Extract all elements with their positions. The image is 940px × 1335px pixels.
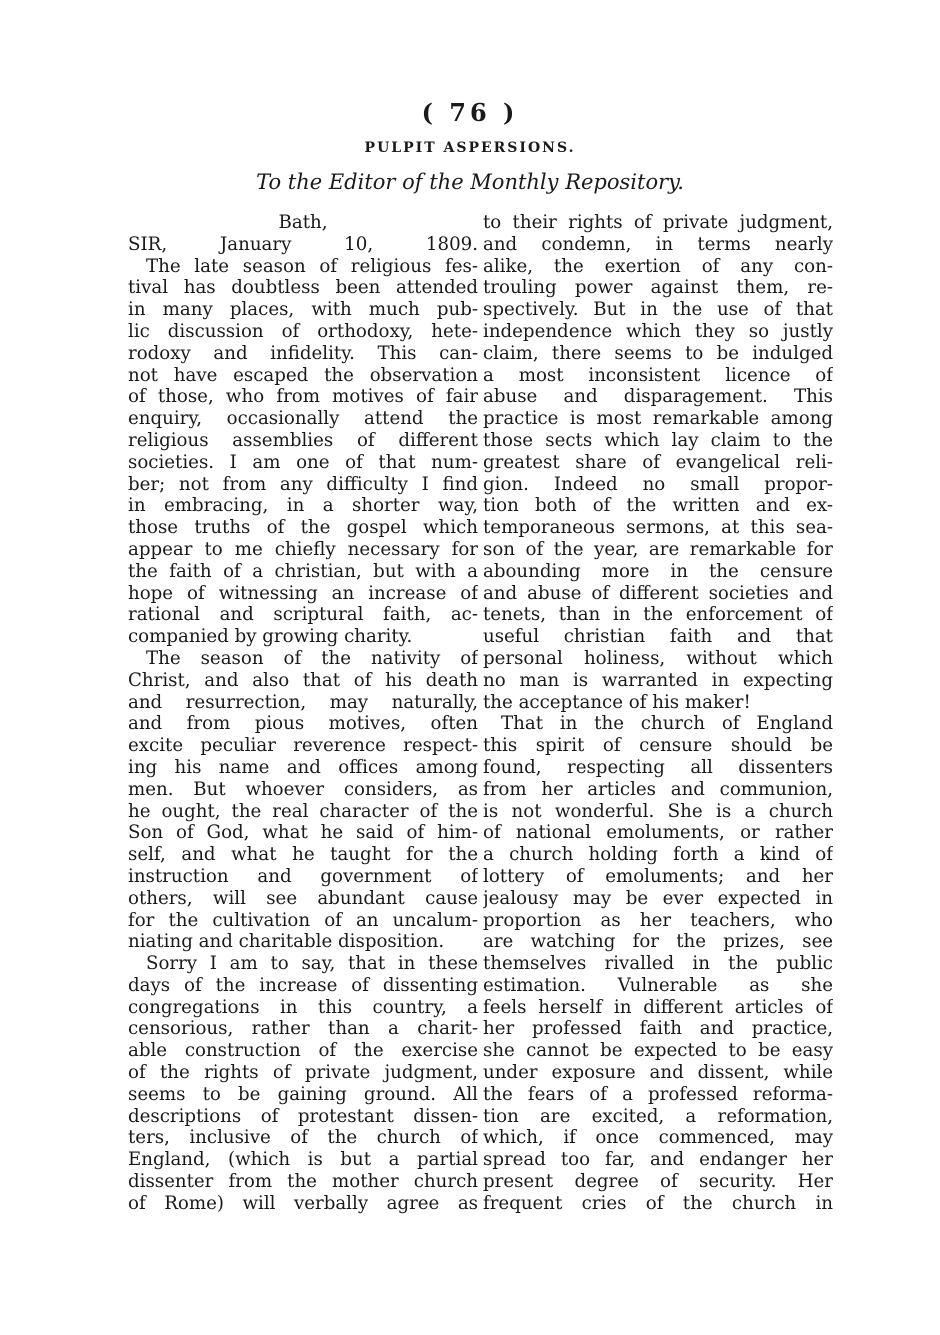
text-line: useful christian faith and that bbox=[483, 626, 833, 648]
text-line: ters, inclusive of the church of bbox=[128, 1127, 478, 1149]
text-line: those sects which lay claim to the bbox=[483, 429, 833, 451]
text-line: independence which they so justly bbox=[483, 320, 833, 342]
right-column-text bbox=[483, 212, 833, 1215]
text-line: to their rights of private judgment, bbox=[483, 212, 833, 233]
text-line: those truths of the gospel which bbox=[128, 517, 478, 539]
text-line: tival has doubtless been attended bbox=[128, 277, 478, 299]
text-line: That in the church of England bbox=[501, 713, 833, 735]
text-line: niating and charitable disposition. bbox=[128, 931, 445, 953]
text-line: and from pious motives, often bbox=[128, 713, 478, 735]
text-line: and condemn, in terms nearly bbox=[483, 233, 833, 255]
letter-salutation: SIR, bbox=[128, 233, 168, 255]
letter-salutation-date-line bbox=[128, 234, 478, 256]
text-line: The season of the nativity of bbox=[146, 647, 478, 669]
running-title: PULPIT ASPERSIONS. bbox=[364, 140, 576, 156]
text-line: instruction and government of bbox=[128, 865, 478, 887]
text-line: a most inconsistent licence of bbox=[483, 364, 833, 386]
text-line: practice is most remarkable among bbox=[483, 408, 833, 430]
text-line: frequent cries of the church in bbox=[483, 1192, 833, 1214]
right-column bbox=[483, 212, 833, 1215]
text-line: the faith of a christian, but with a bbox=[128, 560, 478, 582]
text-line: abounding more in the censure bbox=[483, 560, 833, 582]
text-line: in many places, with much pub- bbox=[128, 299, 478, 321]
text-line: under exposure and dissent, while bbox=[483, 1062, 833, 1084]
text-line: tion are excited, a reformation, bbox=[483, 1105, 833, 1127]
left-column-text bbox=[128, 256, 478, 1215]
text-line: societies. I am one of that num- bbox=[128, 451, 478, 473]
text-line: she cannot be expected to be easy bbox=[483, 1040, 833, 1062]
text-line: he ought, the real character of the bbox=[128, 800, 478, 822]
text-line: Son of God, what he said of him- bbox=[128, 822, 478, 844]
text-line: son of the year, are remarkable for bbox=[483, 538, 833, 560]
text-line: estimation. Vulnerable as she bbox=[483, 974, 833, 996]
letter-place: Bath, bbox=[278, 212, 328, 233]
text-line: religious assemblies of different bbox=[128, 429, 478, 451]
text-line: are watching for the prizes, see bbox=[483, 931, 833, 953]
text-line: rational and scriptural faith, ac- bbox=[128, 604, 478, 626]
text-line: spread too far, and endanger her bbox=[483, 1149, 833, 1171]
text-line: for the cultivation of an uncalum- bbox=[128, 909, 478, 931]
text-line: spectively. But in the use of that bbox=[483, 299, 833, 321]
text-line: seems to be gaining ground. All bbox=[128, 1083, 478, 1105]
text-line: able construction of the exercise bbox=[128, 1040, 478, 1062]
text-line: found, respecting all dissenters bbox=[483, 756, 833, 778]
text-line: tion both of the written and ex- bbox=[483, 495, 833, 517]
text-line: personal holiness, without which bbox=[483, 647, 833, 669]
text-line: and resurrection, may naturally, bbox=[128, 691, 478, 713]
left-column bbox=[128, 212, 478, 1215]
text-line: self, and what he taught for the bbox=[128, 844, 478, 866]
text-line: congregations in this country, a bbox=[128, 996, 478, 1018]
text-line: Christ, and also that of his death bbox=[128, 669, 478, 691]
text-line: abuse and disparagement. This bbox=[483, 386, 833, 408]
text-line: jealousy may be ever expected in bbox=[483, 887, 833, 909]
text-line: is not wonderful. She is a church bbox=[483, 800, 833, 822]
text-line: alike, the exertion of any con- bbox=[483, 255, 833, 277]
text-line: no man is warranted in expecting bbox=[483, 669, 833, 691]
text-line: of national emoluments, or rather bbox=[483, 822, 833, 844]
text-line: descriptions of protestant dissen- bbox=[128, 1105, 478, 1127]
text-line: greatest share of evangelical reli- bbox=[483, 451, 833, 473]
text-line: tenets, than in the enforcement of bbox=[483, 604, 833, 626]
text-line: and abuse of different societies and bbox=[483, 582, 833, 604]
text-line: rodoxy and infidelity. This can- bbox=[128, 342, 478, 364]
text-line: feels herself in different articles of bbox=[483, 996, 833, 1018]
text-line: companied by growing charity. bbox=[128, 626, 413, 648]
text-line: dissenter from the mother church bbox=[128, 1171, 478, 1193]
text-line: the fears of a professed reforma- bbox=[483, 1083, 833, 1105]
editor-heading: To the Editor of the Monthly Repository. bbox=[256, 170, 684, 194]
text-line: in embracing, in a shorter way, bbox=[128, 495, 478, 517]
text-line: Sorry I am to say, that in these bbox=[146, 953, 478, 975]
text-line: from her articles and communion, bbox=[483, 778, 833, 800]
text-line: England, (which is but a partial bbox=[128, 1149, 478, 1171]
text-line: appear to me chiefly necessary for bbox=[128, 538, 478, 560]
page-number: ( 76 ) bbox=[421, 98, 519, 127]
text-line: which, if once commenced, may bbox=[483, 1127, 833, 1149]
text-line: days of the increase of dissenting bbox=[128, 974, 478, 996]
text-line: excite peculiar reverence respect- bbox=[128, 735, 478, 757]
text-line: men. But whoever considers, as bbox=[128, 778, 478, 800]
text-line: proportion as her teachers, who bbox=[483, 909, 833, 931]
text-line: lic discussion of orthodoxy, hete- bbox=[128, 320, 478, 342]
text-line: ing his name and offices among bbox=[128, 756, 478, 778]
text-line: censorious, rather than a charit- bbox=[128, 1018, 478, 1040]
text-line: lottery of emoluments; and her bbox=[483, 865, 833, 887]
text-line: present degree of security. Her bbox=[483, 1171, 833, 1193]
text-line: trouling power against them, re- bbox=[483, 277, 833, 299]
text-line: themselves rivalled in the public bbox=[483, 953, 833, 975]
text-line: of the rights of private judgment, bbox=[128, 1062, 478, 1084]
text-line: the acceptance of his maker! bbox=[483, 691, 751, 713]
text-line: her professed faith and practice, bbox=[483, 1018, 833, 1040]
text-line: others, will see abundant cause bbox=[128, 887, 478, 909]
text-line: a church holding forth a kind of bbox=[483, 844, 833, 866]
text-line: hope of witnessing an increase of bbox=[128, 582, 478, 604]
text-line: gion. Indeed no small propor- bbox=[483, 473, 833, 495]
text-line: of those, who from motives of fair bbox=[128, 386, 478, 408]
text-line: of Rome) will verbally agree as bbox=[128, 1192, 478, 1214]
text-line: The late season of religious fes- bbox=[146, 255, 478, 277]
text-line: enquiry, occasionally attend the bbox=[128, 408, 478, 430]
letter-date: January 10, 1809. bbox=[219, 233, 478, 255]
text-line: ber; not from any difficulty I find bbox=[128, 473, 478, 495]
text-line: this spirit of censure should be bbox=[483, 735, 833, 757]
text-line: claim, there seems to be indulged bbox=[483, 342, 833, 364]
text-line: temporaneous sermons, at this sea- bbox=[483, 517, 833, 539]
text-line: not have escaped the observation bbox=[128, 364, 478, 386]
